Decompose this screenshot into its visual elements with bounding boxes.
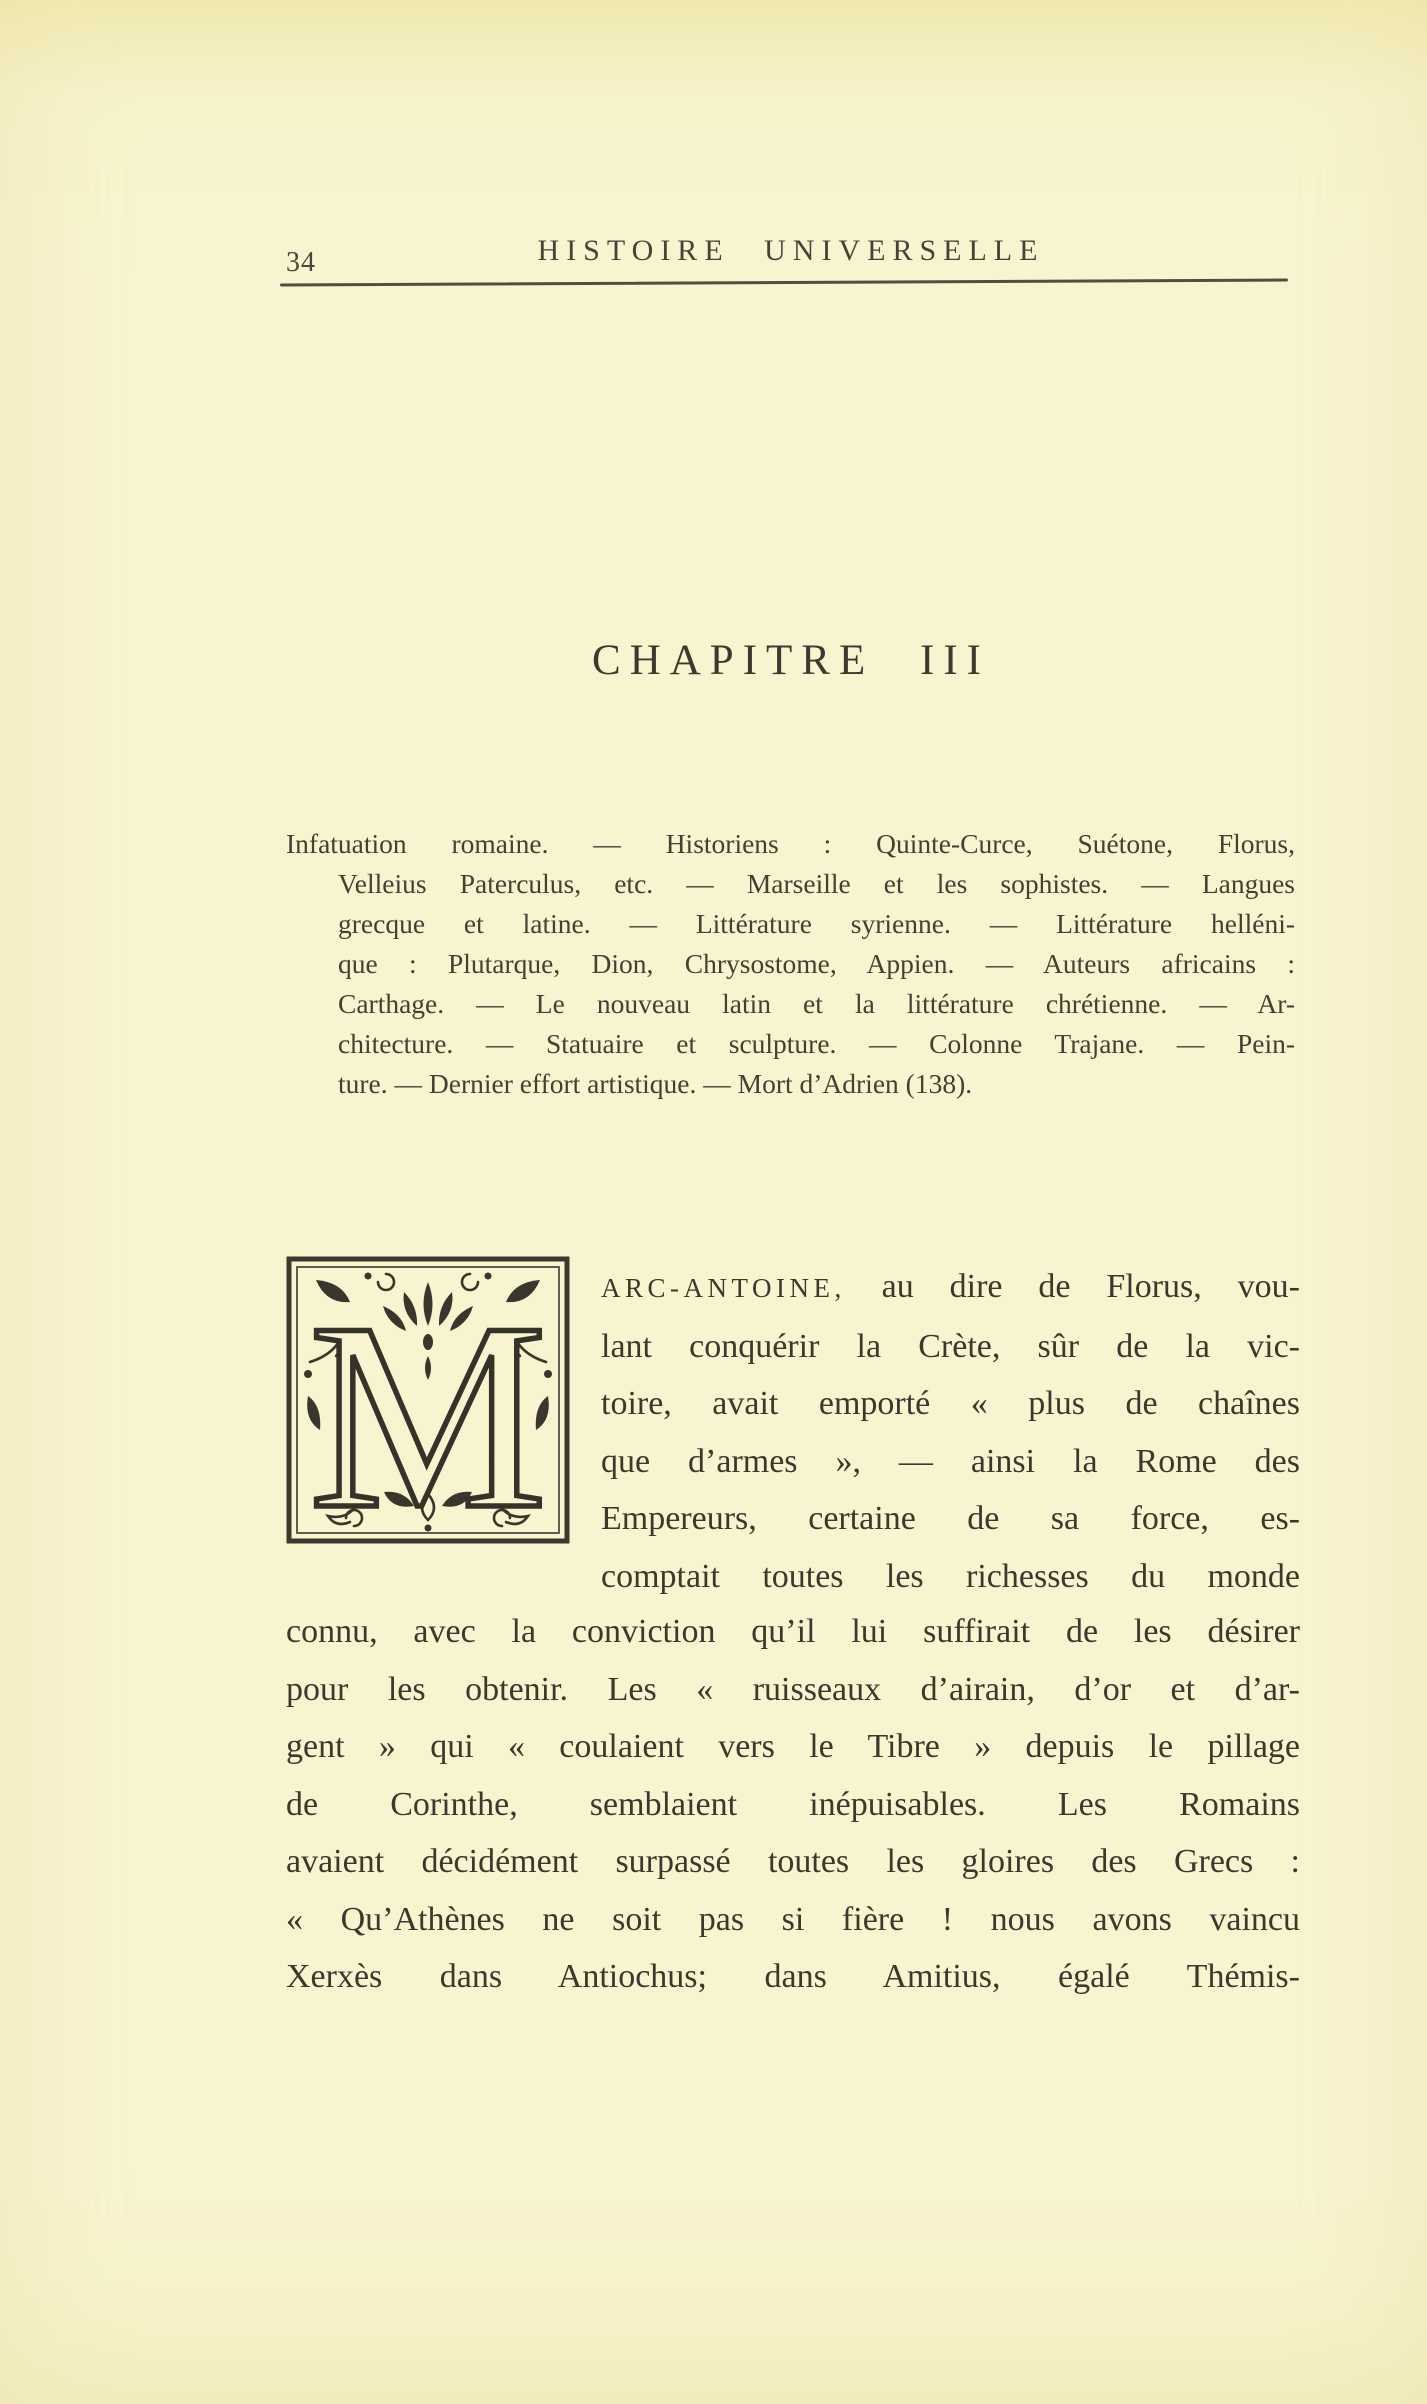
summary-line: ture. — Dernier effort artistique. — Mort d’Adrien (138). <box>338 1068 973 1099</box>
summary-line: Velleius Paterculus, etc. — Marseille et les sophistes. — Langues <box>338 868 1295 899</box>
page-number: 34 <box>286 247 316 278</box>
summary-line: Carthage. — Le nouveau latin et la littérature chrétienne. — Ar- <box>338 988 1295 1019</box>
body-line: avaient décidément surpassé toutes les gloires des Grecs : <box>286 1843 1300 1880</box>
summary-line: chitecture. — Statuaire et sculpture. — Colonne Trajane. — Pein- <box>338 1028 1295 1059</box>
body-line: comptait toutes les richesses du monde <box>601 1557 1300 1595</box>
chapter-summary <box>286 824 1295 1104</box>
body-paragraph-continued <box>286 1603 1300 2006</box>
body-line: lant conquérir la Crète, sûr de la vic- <box>601 1327 1300 1365</box>
body-line: connu, avec la conviction qu’il lui suffirait de les désirer <box>286 1613 1300 1650</box>
running-title: HISTOIRE UNIVERSELLE <box>537 234 1045 267</box>
summary-line: que : Plutarque, Dion, Chrysostome, Appien. — Auteurs africains : <box>338 948 1295 979</box>
body-paragraph-start <box>601 1258 1300 1605</box>
body-line: gent » qui « coulaient vers le Tibre » depuis le pillage <box>286 1728 1300 1765</box>
body-line: Empereurs, certaine de sa force, es- <box>601 1500 1300 1537</box>
chapter-title: CHAPITRE III <box>592 637 990 684</box>
body-line: Xerxès dans Antiochus; dans Amitius, égalé Thémis- <box>286 1958 1300 1995</box>
header-rule <box>280 279 1288 287</box>
body-line: de Corinthe, semblaient inépuisables. Les Romains <box>286 1785 1300 1823</box>
summary-line: grecque et latine. — Littérature syrienne. — Littérature helléni- <box>338 908 1295 939</box>
body-line: que d’armes », — ainsi la Rome des <box>601 1442 1300 1480</box>
lead-small-caps: ARC-ANTOINE, <box>601 1273 846 1303</box>
body-line: toire, avait emporté « plus de chaînes <box>601 1385 1300 1422</box>
drop-cap-m-icon <box>286 1256 570 1544</box>
ornamental-initial <box>286 1256 570 1544</box>
body-line <box>601 1258 1300 1318</box>
summary-line: Infatuation romaine. — Historiens : Quinte-Curce, Suétone, Florus, <box>286 828 1295 859</box>
body-line: pour les obtenir. Les « ruisseaux d’airain, d’or et d’ar- <box>286 1670 1300 1708</box>
body-line-text: au dire de Florus, vou- <box>845 1268 1300 1305</box>
body-line: « Qu’Athènes ne soit pas si fière ! nous avons vaincu <box>286 1900 1300 1938</box>
drop-cap-letter: M <box>308 1267 548 1544</box>
